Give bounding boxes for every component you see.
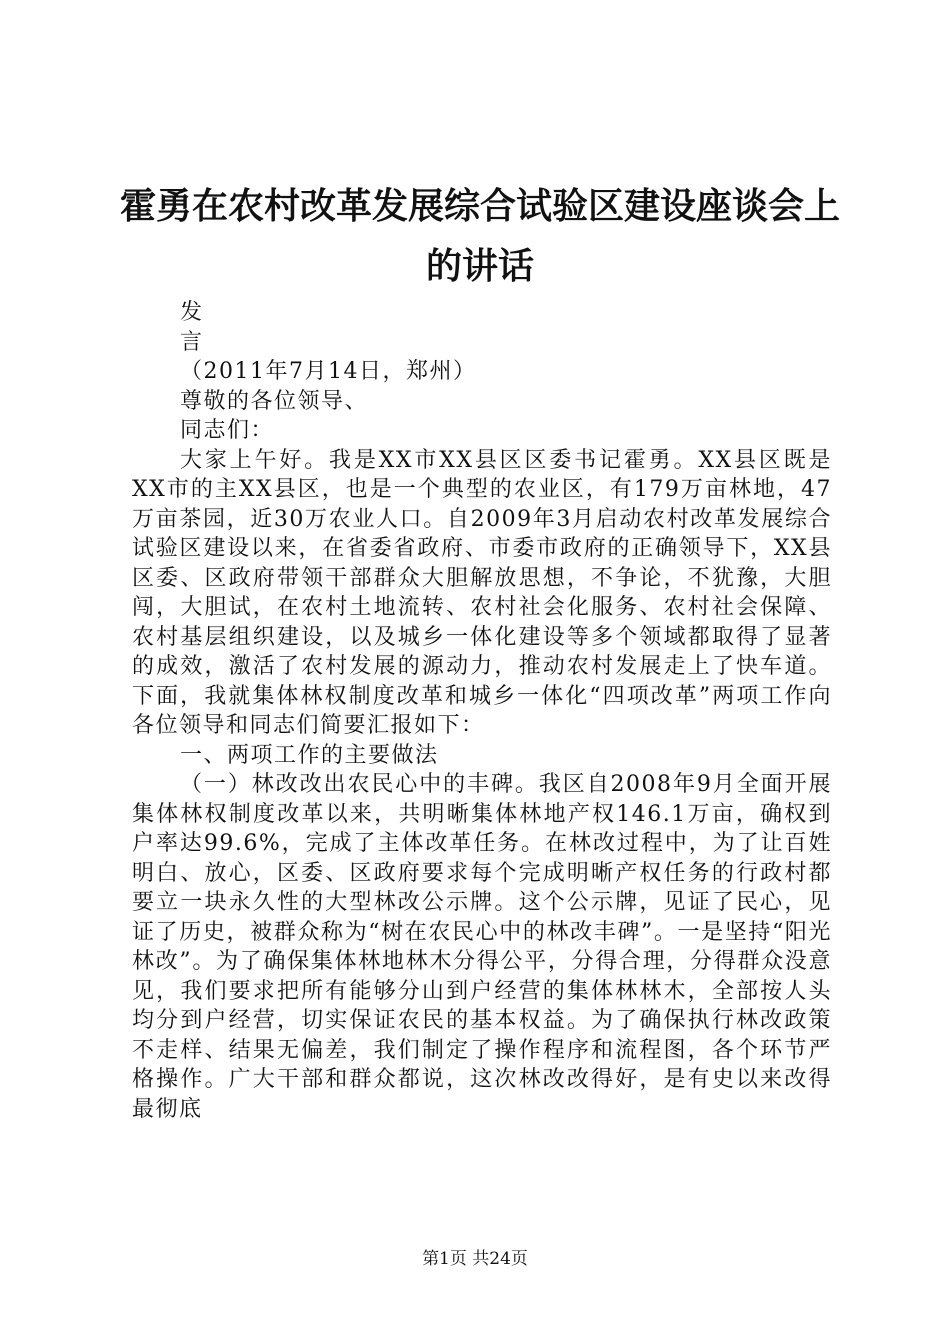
document-body — [132, 298, 832, 1124]
page-footer: 第1页 共24页 — [422, 1249, 528, 1269]
label-yan: 言 — [180, 329, 204, 355]
title-line-1: 霍勇在农村改革发展综合试验区建设座谈会上 — [120, 185, 841, 227]
salutation-2: 同志们： — [180, 418, 275, 443]
section-heading-1: 一、两项工作的主要做法 — [180, 742, 439, 768]
title-line-2: 的讲话 — [425, 245, 534, 287]
date-place: （2011年7月14日，郑州） — [180, 359, 477, 384]
salutation-1: 尊敬的各位领导、 — [180, 388, 369, 414]
paragraph-forest-reform: （一）林改改出农民心中的丰碑。我区自2008年9月全面开展集体林权制度改革以来，共明晰集体林地产权146.1万亩，确权到户率达99.6%，完成了主体改革任务。在林改过程中，为了让百姓明白、放心，区委、区政府要求每个完成明晰产权任务的行政村都要立一块永久性的大型林改公示牌。这个公示牌，见证了民心，见证了历史，被群众称为“树在农民心中的林改丰碑”。一是坚持“阳光林改”。为了确保集体林地林木分得公平，分得合理，分得群众没意见，我们要求把所有能够分山到户经营的集体林林木，全部按人头均分到户经营，切实保证农民的基本权益。为了确保执行林改政策不走样、结果无偏差，我们制定了操作程序和流程图，各个环节严格操作。广大干部和群众都说，这次林改改得好，是有史以来改得最彻底 — [132, 772, 832, 1122]
paragraph-intro: 大家上午好。我是XX市XX县区区委书记霍勇。XX县区既是XX市的主XX县区，也是一个典型的农业区，有179万亩林地，47万亩茶园，近30万农业人口。自2009年3月启动农村改革发展综合试验区建设以来，在省委省政府、市委市政府的正确领导下，XX县区委、区政府带领干部群众大胆解放思想，不争论，不犹豫，大胆闯，大胆试，在农村土地流转、农村社会化服务、农村社会保障、农村基层组织建设，以及城乡一体化建设等多个领域都取得了显著的成效，激活了农村发展的源动力，推动农村发展走上了快车道。下面，我就集体林权制度改革和城乡一体化“四项改革”两项工作向各位领导和同志们简要汇报如下： — [132, 447, 832, 738]
document-title — [120, 176, 840, 296]
label-fa: 发 — [180, 300, 204, 325]
